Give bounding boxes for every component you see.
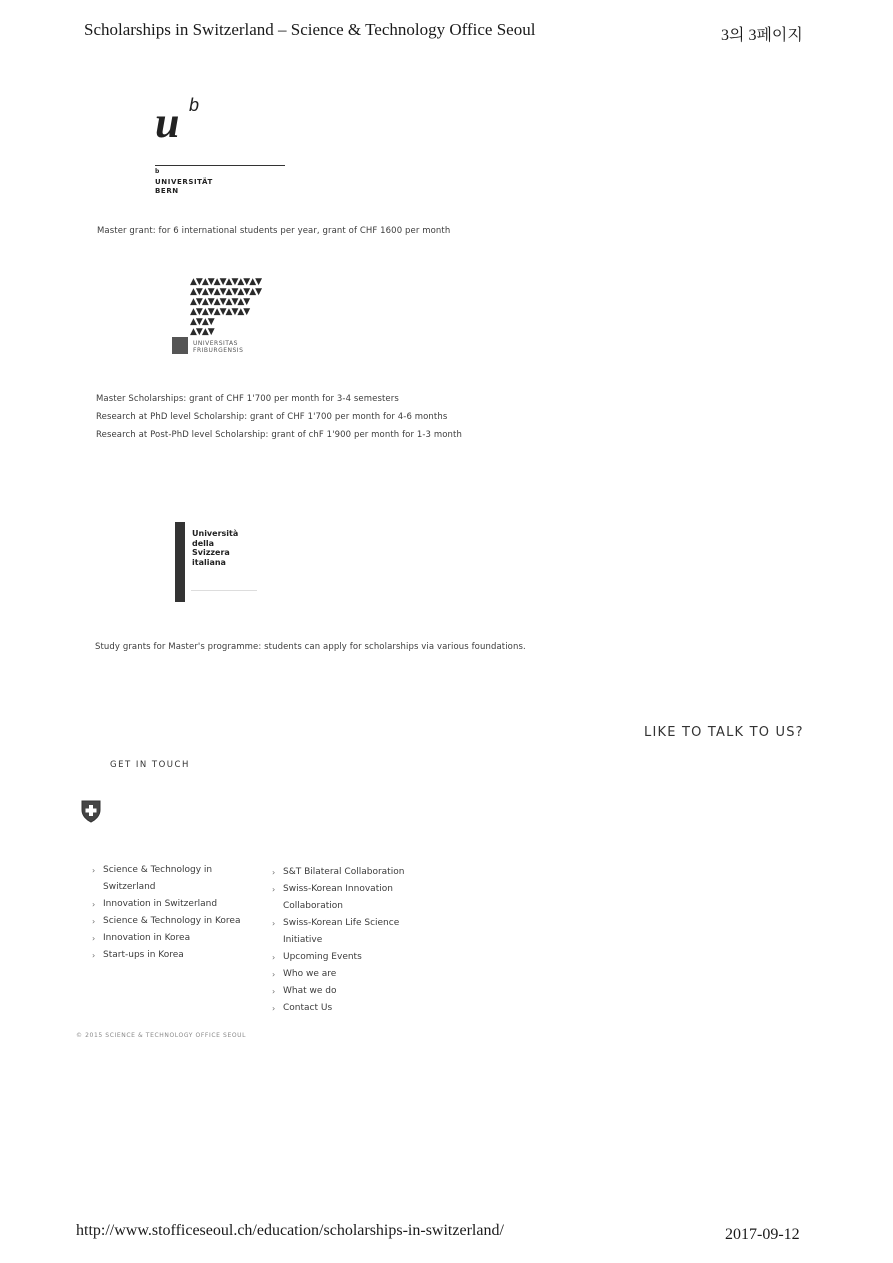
- bern-logo-name: [155, 178, 213, 196]
- footer-link[interactable]: › Innovation in Korea: [92, 930, 262, 947]
- usi-logo-line4: italiana: [192, 557, 226, 567]
- footer-link[interactable]: › S&T Bilateral Collaboration: [272, 864, 432, 881]
- bern-logo-name-line1: UNIVERSITÄT: [155, 178, 213, 186]
- usi-logo-line3: Svizzera: [192, 548, 230, 557]
- bern-logo-small-b: b: [155, 168, 160, 175]
- fribourg-pattern-row: ▲▼▲▼▲▼▲▼▲▼▲▼: [190, 287, 262, 297]
- fribourg-logo-square: [172, 337, 188, 354]
- bern-logo-divider: [155, 165, 285, 166]
- footer-link[interactable]: › Innovation in Switzerland: [92, 896, 262, 913]
- print-footer-url: http://www.stofficeseoul.ch/education/scholarships-in-switzerland/: [76, 1222, 504, 1239]
- fribourg-logo-name-line2: FRIBURGENSIS: [193, 347, 244, 354]
- footer-link[interactable]: › Start-ups in Korea: [92, 947, 262, 964]
- footer-links-left: [92, 862, 262, 964]
- fribourg-scholarship-line: Research at PhD level Scholarship: grant of CHF 1'700 per month for 4-6 months: [96, 412, 448, 422]
- footer-links-right: [272, 864, 432, 1017]
- usi-logo-underline: [191, 590, 257, 591]
- fribourg-scholarship-line: Master Scholarships: grant of CHF 1'700 per month for 3-4 semesters: [96, 394, 399, 404]
- footer-link[interactable]: › What we do: [272, 983, 432, 1000]
- fribourg-pattern-row: ▲▼▲▼▲▼▲▼▲▼: [190, 297, 250, 307]
- fribourg-pattern-row: ▲▼▲▼▲▼▲▼▲▼▲▼: [190, 277, 262, 287]
- print-footer-date: 2017-09-12: [725, 1226, 800, 1243]
- footer-link[interactable]: › Who we are: [272, 966, 432, 983]
- footer-link[interactable]: Initiative: [283, 935, 323, 945]
- fribourg-logo-name-line1: UNIVERSITAS: [193, 340, 238, 347]
- swiss-shield-svg: [80, 799, 102, 823]
- fribourg-pattern-row: ▲▼▲▼: [190, 327, 214, 337]
- footer-link[interactable]: › Swiss-Korean Life Science: [272, 915, 432, 932]
- fribourg-pattern-row: ▲▼▲▼▲▼▲▼▲▼: [190, 307, 250, 317]
- usi-logo-name: [192, 529, 238, 567]
- fribourg-logo-name: [193, 340, 243, 354]
- bern-scholarship-text: Master grant: for 6 international students per year, grant of CHF 1600 per month: [97, 226, 451, 236]
- footer-link[interactable]: › Upcoming Events: [272, 949, 432, 966]
- footer-link[interactable]: Switzerland: [103, 882, 156, 892]
- bern-logo-name-line2: BERN: [155, 187, 179, 195]
- university-bern-logo: [155, 95, 290, 205]
- usi-scholarship-text: Study grants for Master's programme: students can apply for scholarships via various foundations.: [95, 642, 526, 652]
- fribourg-pattern-row: ▲▼▲▼: [190, 317, 214, 327]
- footer-link[interactable]: › Science & Technology in: [92, 862, 262, 879]
- fribourg-scholarship-line: Research at Post-PhD level Scholarship: grant of chF 1'900 per month for 1-3 month: [96, 430, 462, 440]
- swiss-shield-icon[interactable]: [80, 799, 102, 823]
- usi-logo-line1: Università: [192, 529, 239, 538]
- university-fribourg-logo: [172, 278, 262, 360]
- bern-logo-superscript: b: [189, 95, 200, 115]
- footer-link[interactable]: › Science & Technology in Korea: [92, 913, 262, 930]
- footer-link[interactable]: › Contact Us: [272, 1000, 432, 1017]
- print-header-page: 3의 3페이지: [721, 27, 803, 44]
- get-in-touch-link[interactable]: GET IN TOUCH: [110, 760, 190, 770]
- bern-logo-mark: u: [155, 98, 180, 147]
- usi-logo-line2: della: [192, 538, 215, 548]
- copyright: © 2015 SCIENCE & TECHNOLOGY OFFICE SEOUL: [76, 1032, 247, 1039]
- print-header-title: Scholarships in Switzerland – Science & Technology Office Seoul: [84, 20, 536, 39]
- footer-link[interactable]: Collaboration: [283, 901, 343, 911]
- footer-link[interactable]: › Swiss-Korean Innovation: [272, 881, 432, 898]
- usi-logo-bar: [175, 522, 185, 602]
- like-to-talk-heading: LIKE TO TALK TO US?: [644, 725, 804, 740]
- usi-logo: [175, 522, 265, 604]
